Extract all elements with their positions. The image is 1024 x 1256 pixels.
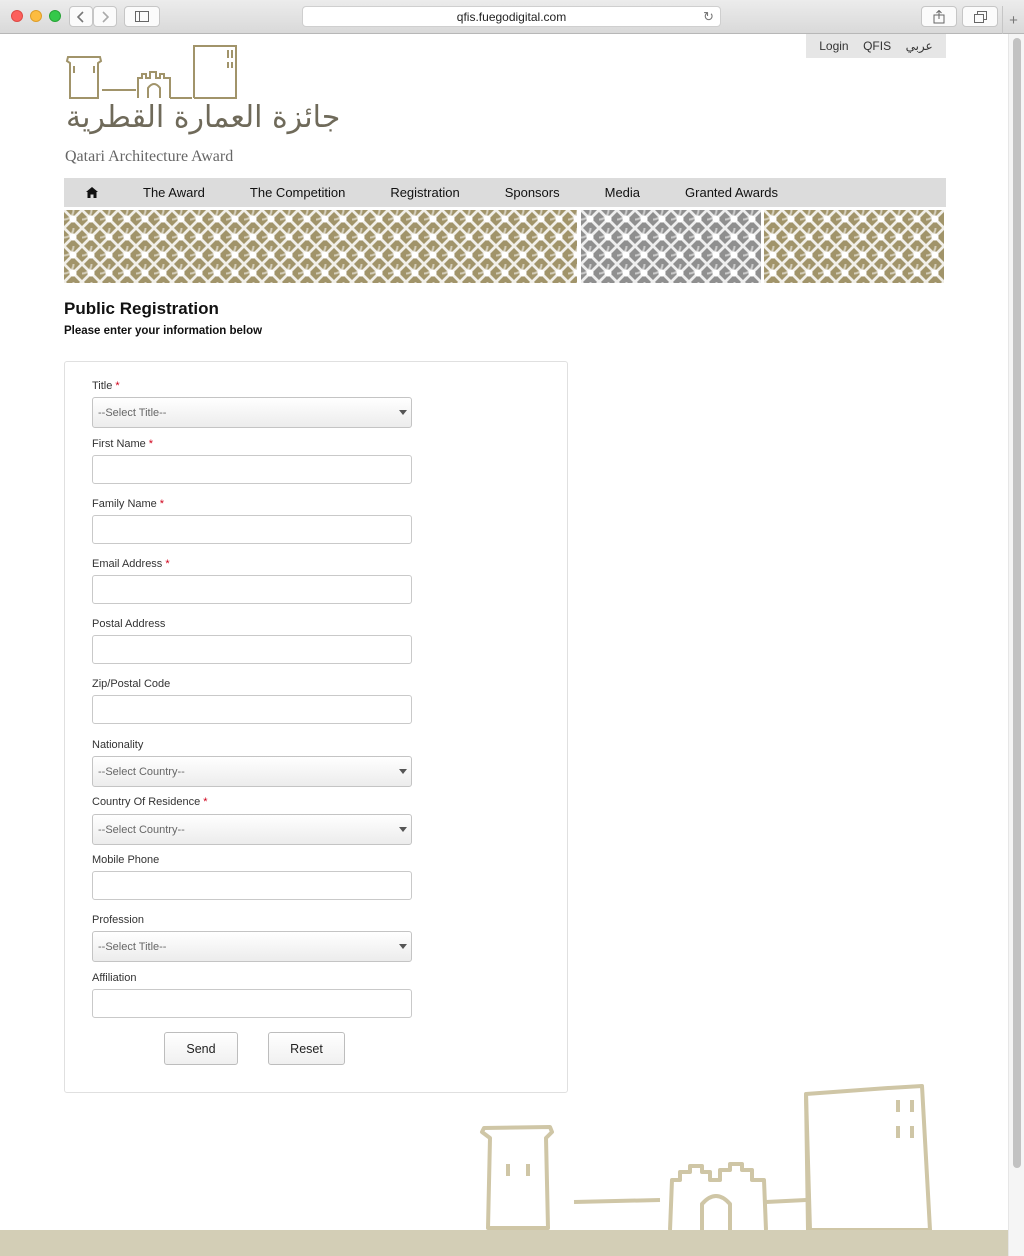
home-icon [86,187,98,198]
qfis-link[interactable]: QFIS [863,39,892,53]
first-name-input[interactable] [92,455,412,484]
nav-home[interactable] [64,187,120,198]
required-marker: * [115,380,120,392]
tabs-overview-button[interactable] [962,6,998,27]
nav-item-registration[interactable]: Registration [390,185,460,200]
nav-item-the-competition[interactable]: The Competition [249,185,346,200]
main-nav [64,178,946,207]
address-bar-url: qfis.fuegodigital.com [456,9,567,24]
required-marker: * [159,498,165,510]
minimize-window-button[interactable] [30,10,42,22]
chevron-right-icon [101,11,109,23]
page-subtitle: Please enter your information below [64,325,263,337]
chevron-left-icon [77,11,85,23]
scrollbar[interactable] [1008,34,1024,1256]
zip-code-input[interactable] [92,695,412,724]
postal-address-label: Postal Address [92,618,166,630]
browser-toolbar [0,0,1024,34]
reset-button[interactable]: Reset [268,1032,345,1065]
chevron-down-icon [399,769,407,774]
required-marker: * [148,438,154,450]
mobile-phone-label: Mobile Phone [92,854,160,866]
chevron-down-icon [399,944,407,949]
family-name-label: Family Name * [92,498,165,510]
zoom-window-button[interactable] [49,10,61,22]
family-name-input[interactable] [92,515,412,544]
footer-band [0,1230,1008,1256]
required-marker: * [203,796,208,808]
pattern-banner-gold [64,210,577,283]
affiliation-label: Affiliation [92,972,137,984]
profession-select[interactable]: --Select Title-- [92,931,412,962]
send-button[interactable]: Send [164,1032,238,1065]
sidebar-toggle-button[interactable] [124,6,160,27]
country-of-residence-select[interactable]: --Select Country-- [92,814,412,845]
email-input[interactable] [92,575,412,604]
close-window-button[interactable] [11,10,23,22]
top-links [806,34,946,58]
chevron-down-icon [399,827,407,832]
address-bar[interactable] [302,6,721,27]
logo-english-text: Qatari Architecture Award [65,148,234,165]
forward-button[interactable] [93,6,117,27]
mobile-phone-input[interactable] [92,871,412,900]
login-link[interactable]: Login [819,39,849,53]
arabic-language-link[interactable]: عربي [905,39,933,53]
zip-code-label: Zip/Postal Code [92,678,171,690]
country-of-residence-label: Country Of Residence * [92,796,208,808]
back-button[interactable] [69,6,93,27]
required-marker: * [165,558,170,570]
scrollbar-thumb[interactable] [1013,38,1021,1168]
page-title: Public Registration [64,299,219,318]
nav-item-media[interactable]: Media [604,185,641,200]
tabs-icon [974,11,987,23]
nav-item-sponsors[interactable]: Sponsors [504,185,560,200]
first-name-label: First Name * [92,438,154,450]
nav-item-granted-awards[interactable]: Granted Awards [685,185,779,200]
new-tab-button[interactable]: + [1002,6,1024,34]
title-label: Title * [92,380,120,392]
nationality-label: Nationality [92,739,144,751]
pattern-banner-gold-right [764,210,944,283]
email-label: Email Address * [92,558,170,570]
share-icon [933,10,945,24]
chevron-down-icon [399,410,407,415]
title-select[interactable]: --Select Title-- [92,397,412,428]
pattern-banner-grey [581,210,761,283]
logo-arabic-text: جائزة العمارة القطرية [66,100,341,135]
skyline-decoration [470,1080,950,1232]
share-button[interactable] [921,6,957,27]
reload-icon[interactable]: ↻ [703,9,714,24]
nationality-select[interactable]: --Select Country-- [92,756,412,787]
affiliation-input[interactable] [92,989,412,1018]
sidebar-icon [135,11,149,22]
nav-item-the-award[interactable]: The Award [143,185,205,200]
postal-address-input[interactable] [92,635,412,664]
profession-label: Profession [92,914,144,926]
